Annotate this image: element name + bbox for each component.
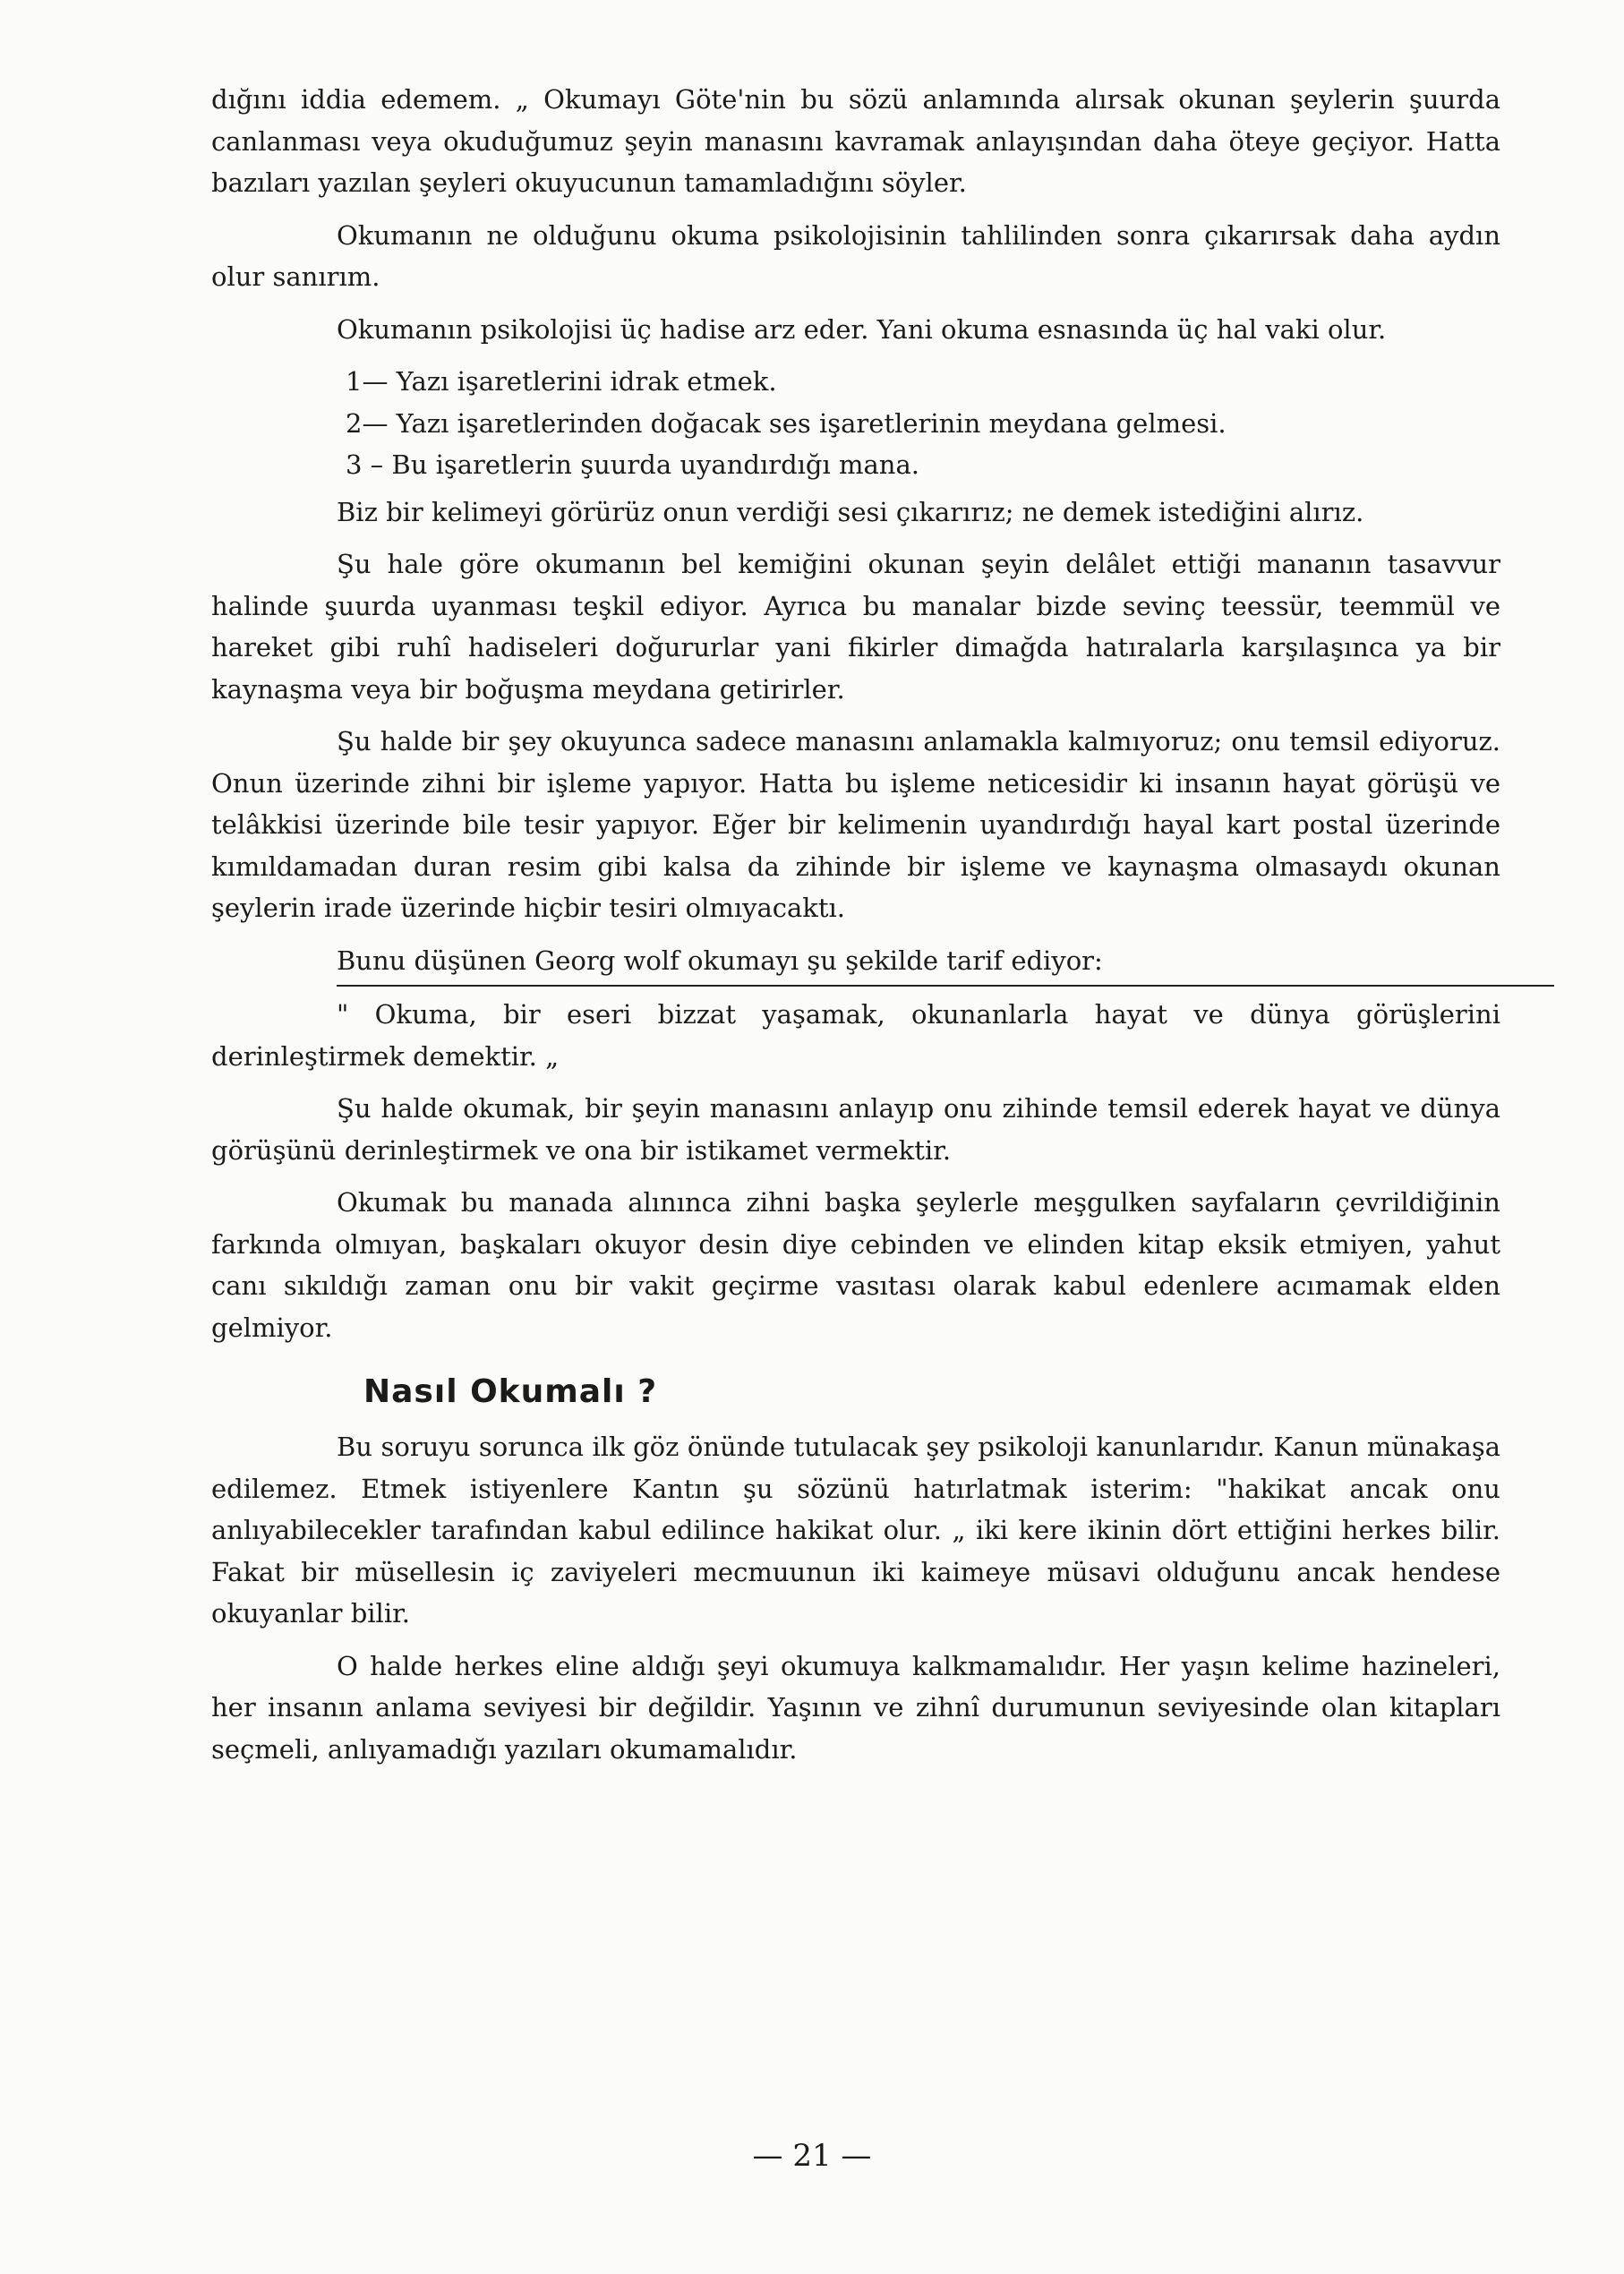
- paragraph: Şu halde okumak, bir şeyin manasını anlayıp onu zihinde temsil ederek hayat ve dünya görüşünü derinleştirmek ve ona bir istikamet vermektir.: [211, 1093, 1500, 1166]
- paragraph: O halde herkes eline aldığı şeyi okumuya kalkmamalıdır. Her yaşın kelime hazineleri, her insanın anlama seviyesi bir değildir. Yaşının ve zihnî durumunun seviyesinde olan kitapları seçmeli, anlıyamadığı yazıları okumamalıdır.: [211, 1650, 1500, 1765]
- list-item: 1— Yazı işaretlerini idrak etmek.: [346, 366, 777, 397]
- list-item: 3 – Bu işaretlerin şuurda uyandırdığı mana.: [346, 449, 919, 480]
- list-item: 2— Yazı işaretlerinden doğacak ses işaretlerinin meydana gelmesi.: [346, 407, 1227, 439]
- paragraph: Biz bir kelimeyi görürüz onun verdiği sesi çıkarırız; ne demek istediğini alırız.: [337, 496, 1364, 527]
- document-page: [211, 79, 1500, 2245]
- section-heading: Nasıl Okumalı ?: [363, 1373, 658, 1410]
- paragraph: Şu halde bir şey okuyunca sadece manasını anlamakla kalmıyoruz; onu temsil ediyoruz. Onun üzerinde zihni bir işleme yapıyor. Hatta bu işleme neticesidir ki insanın hayat görüşü ve telâkkisi üzerinde bile tesir yapıyor. Eğer bir kelimenin uyandırdığı hayal kart postal üzerinde kımıldamadan duran resim gibi kalsa da zihinde bir işleme ve kaynaşma olmasaydı okunan şeylerin irade üzerinde hiçbir tesiri olmıyacaktı.: [211, 726, 1500, 923]
- paragraph: Okumanın ne olduğunu okuma psikolojisinin tahlilinden sonra çıkarırsak daha aydın olur sanırım.: [211, 219, 1500, 292]
- paragraph: Şu hale göre okumanın bel kemiğini okunan şeyin delâlet ettiği mananın tasavvur halinde şuurda uyanması teşkil ediyor. Ayrıca bu manalar bizde sevinç teessür, teemmül ve hareket gibi ruhî hadiseleri doğururlar yani fikirler dimağda hatıralarla karşılaşınca ya bir kaynaşma veya bir boğuşma meydana getirirler.: [211, 549, 1500, 705]
- paragraph: Okumanın psikolojisi üç hadise arz eder. Yani okuma esnasında üç hal vaki olur.: [337, 313, 1387, 345]
- quote-paragraph: " Okuma, bir eseri bizzat yaşamak, okunanlarla hayat ve dünya görüşlerini derinleştirmek demektir. „: [211, 999, 1500, 1072]
- paragraph: Bu soruyu sorunca ilk göz önünde tutulacak şey psikoloji kanunlarıdır. Kanun münakaşa edilemez. Etmek istiyenlere Kantın şu sözünü hatırlatmak isterim: "hakikat ancak onu anlıyabilecekler tarafından kabul edilince hakikat olur. „ iki kere ikinin dört ettiğini herkes bilir. Fakat bir müsellesin iç zaviyeleri mecmuunun iki kaimeye müsavi olduğunu ancak hendese okuyanlar bilir.: [211, 1432, 1500, 1629]
- page-number: — 21 —: [752, 2138, 872, 2174]
- horizontal-rule: [337, 985, 1554, 987]
- paragraph-continuation: dığını iddia edemem. „ Okumayı Göte'nin bu sözü anlamında alırsak okunan şeylerin şuurda canlanması veya okuduğumuz şeyin manasını kavramak anlayışından daha öteye geçiyor. Hatta bazıları yazılan şeyleri okuyucunun tamamladığını söyler.: [211, 84, 1500, 198]
- numbered-list: [211, 361, 1500, 486]
- paragraph: Okumak bu manada alınınca zihni başka şeylerle meşgulken sayfaların çevrildiğinin farkında olmıyan, başkaları okuyor desin diye cebinden ve elinden kitap eksik etmiyen, yahut canı sıkıldığı zaman onu bir vakit geçirme vasıtası olarak kabul edenlere acımamak elden gelmiyor.: [211, 1187, 1500, 1343]
- paragraph-intro-quote: Bunu düşünen Georg wolf okumayı şu şekilde tarif ediyor:: [337, 945, 1103, 976]
